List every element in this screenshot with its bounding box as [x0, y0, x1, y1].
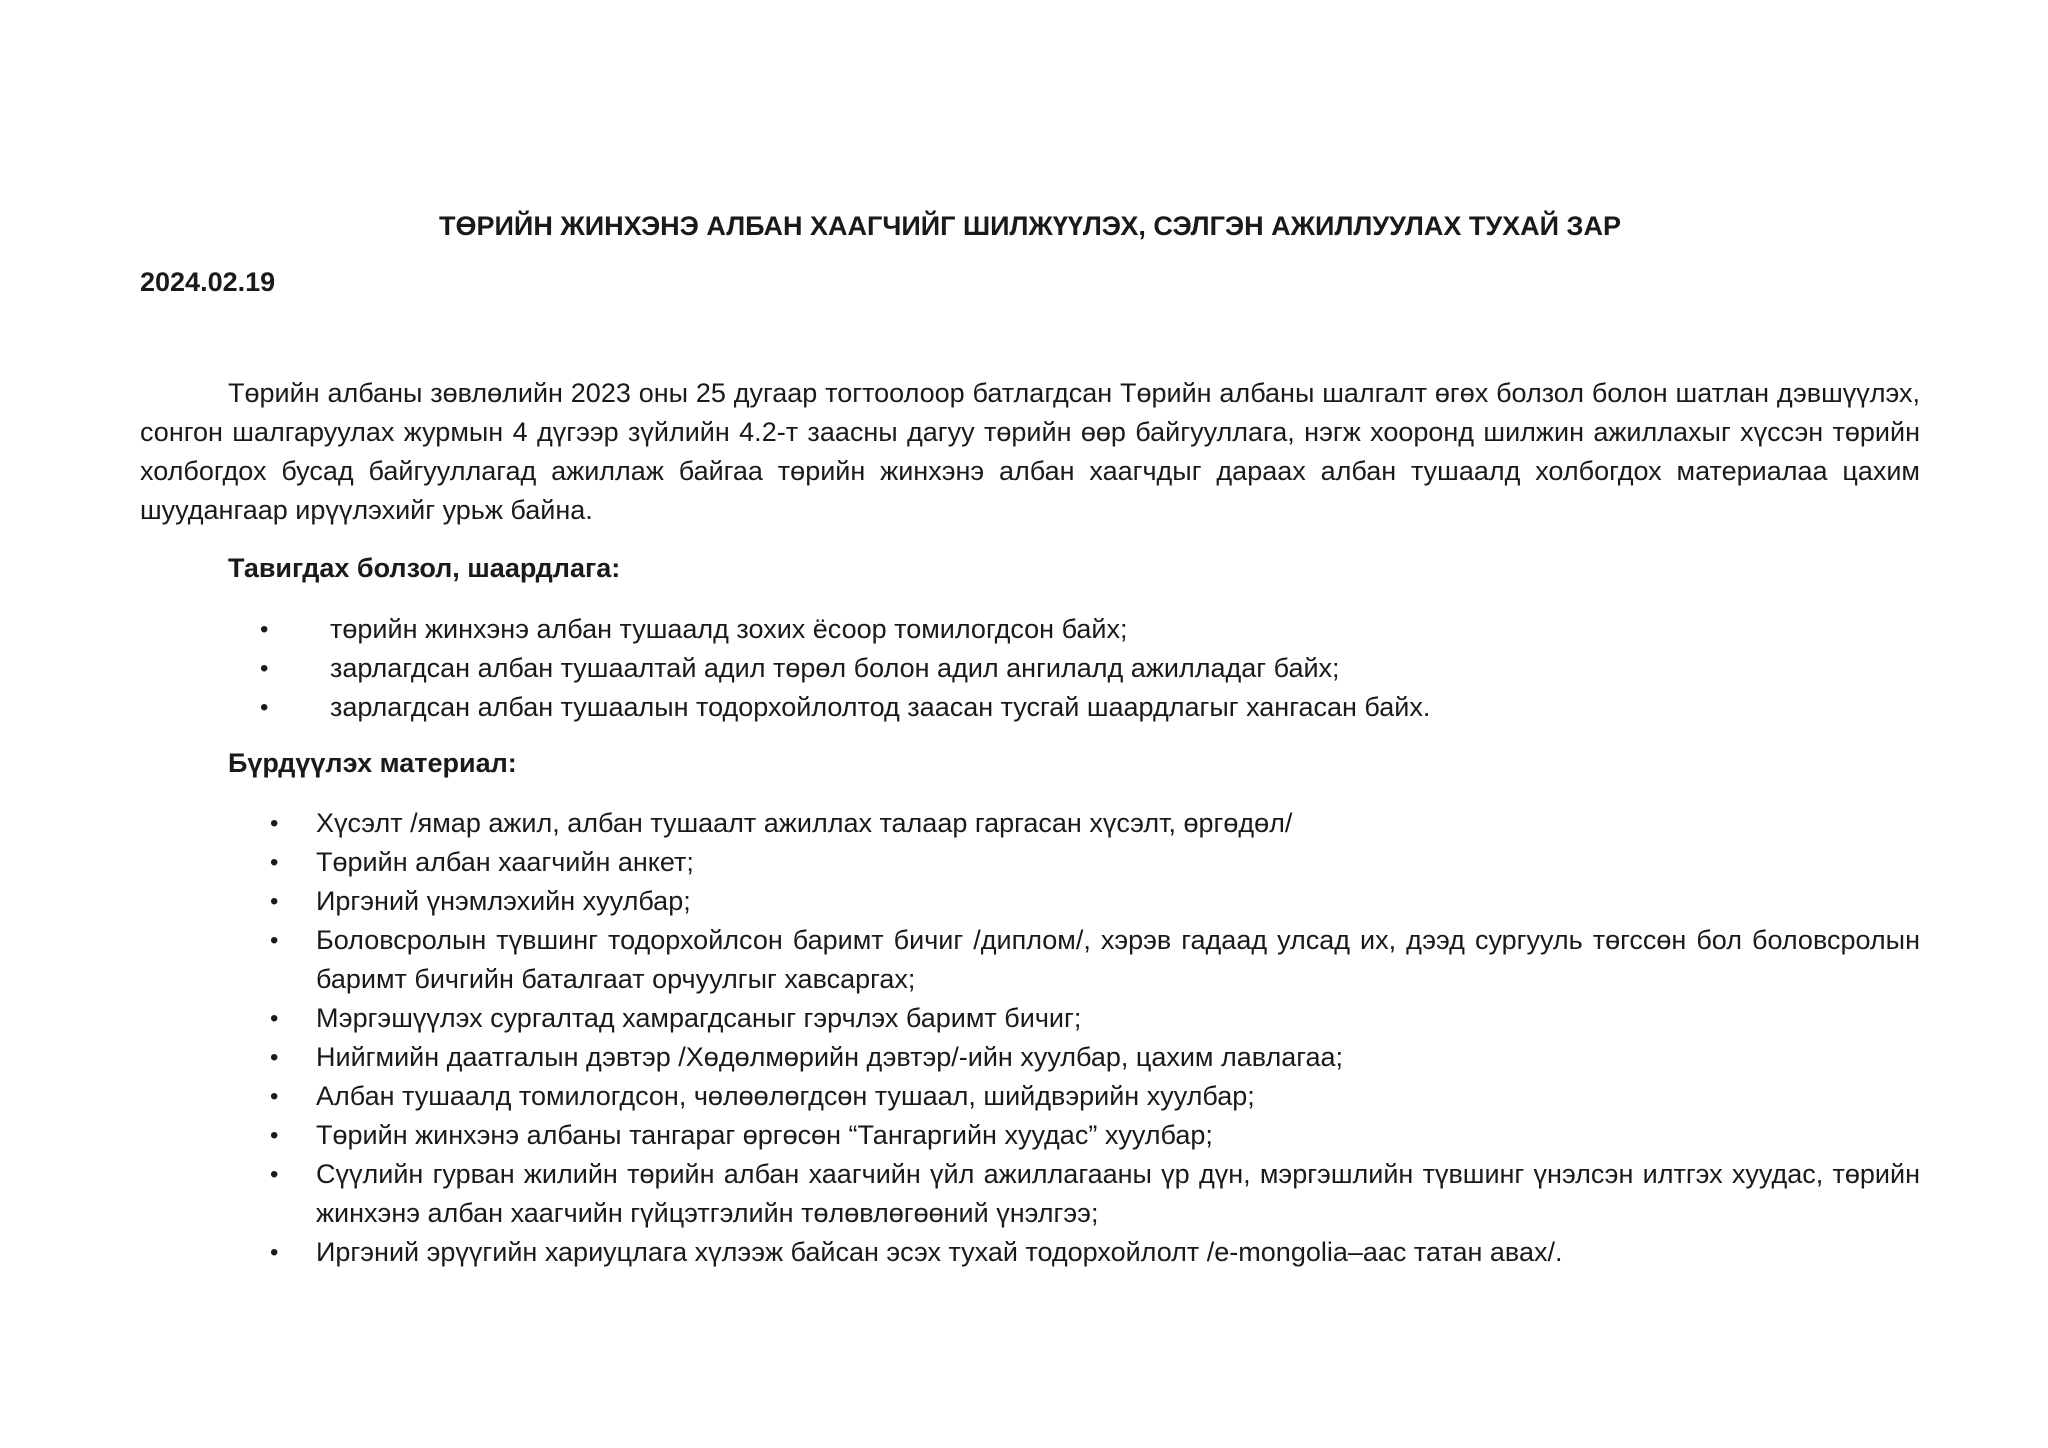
list-item-text: Боловсролын түвшинг тодорхойлсон баримт бичиг /диплом/, хэрэв гадаад улсад их, дээд сургууль төгссөн бол боловсролын баримт бичгийн баталгаат орчуулгыг хавсаргах;: [316, 925, 1920, 994]
list-item: [270, 1038, 1920, 1077]
list-item-text: төрийн жинхэнэ албан тушаалд зохих ёсоор томилогдсон байх;: [330, 614, 1128, 644]
intro-paragraph: Төрийн албаны зөвлөлийн 2023 оны 25 дугаар тогтоолоор батлагдсан Төрийн албаны шалгалт өгөх болзол болон шатлан дэвшүүлэх, сонгон шалгаруулах журмын 4 дүгээр зүйлийн 4.2-т заасны дагуу төрийн өөр байгууллага, нэгж хооронд шилжин ажиллахыг хүссэн төрийн холбогдох бусад байгууллагад ажиллаж байгаа төрийн жинхэнэ албан хаагчдыг дараах албан тушаалд холбогдох материалаа цахим шуудангаар ирүүлэхийг урьж байна.: [140, 378, 1920, 525]
list-item: [270, 804, 1920, 843]
list-item: [260, 688, 1920, 727]
bullet-icon: •: [260, 616, 269, 643]
list-item-text: Иргэний эрүүгийн хариуцлага хүлээж байсан эсэх тухай тодорхойлолт /e-mongolia–аас татан авах/.: [316, 1237, 1563, 1267]
document-date: 2024.02.19: [140, 267, 276, 297]
list-item: [270, 1155, 1920, 1233]
list-item: [270, 843, 1920, 882]
bullet-icon: •: [270, 1044, 279, 1071]
bullet-icon: •: [260, 694, 269, 721]
list-item: [270, 1077, 1920, 1116]
list-item: [270, 1233, 1920, 1272]
list-item-text: Албан тушаалд томилогдсон, чөлөөлөгдсөн тушаал, шийдвэрийн хуулбар;: [316, 1081, 1255, 1111]
list-item: [270, 1116, 1920, 1155]
list-item: [270, 882, 1920, 921]
list-item: [260, 649, 1920, 688]
list-item: [270, 921, 1920, 999]
list-item-text: Нийгмийн даатгалын дэвтэр /Хөдөлмөрийн дэвтэр/-ийн хуулбар, цахим лавлагаа;: [316, 1042, 1344, 1072]
bullet-icon: •: [270, 1239, 279, 1266]
materials-heading: Бүрдүүлэх материал:: [228, 748, 517, 778]
bullet-icon: •: [270, 1161, 279, 1188]
bullet-icon: •: [270, 1005, 279, 1032]
list-item-text: Хүсэлт /ямар ажил, албан тушаалт ажиллах талаар гаргасан хүсэлт, өргөдөл/: [316, 808, 1293, 838]
list-item: [260, 610, 1920, 649]
requirements-heading: Тавигдах болзол, шаардлага:: [228, 553, 621, 583]
list-item-text: зарлагдсан албан тушаалын тодорхойлолтод заасан тусгай шаардлагыг хангасан байх.: [330, 692, 1431, 722]
list-item-text: Мэргэшүүлэх сургалтад хамрагдсаныг гэрчлэх баримт бичиг;: [316, 1003, 1082, 1033]
list-item-text: Иргэний үнэмлэхийн хуулбар;: [316, 886, 691, 916]
list-item-text: Төрийн жинхэнэ албаны тангараг өргөсөн “Тангаргийн хуудас” хуулбар;: [316, 1120, 1213, 1150]
bullet-icon: •: [270, 1122, 279, 1149]
bullet-icon: •: [270, 927, 279, 954]
bullet-icon: •: [260, 655, 269, 682]
list-item-text: Сүүлийн гурван жилийн төрийн албан хаагчийн үйл ажиллагааны үр дүн, мэргэшлийн түвшинг үнэлсэн илтгэх хуудас, төрийн жинхэнэ албан хаагчийн гүйцэтгэлийн төлөвлөгөөний үнэлгээ;: [316, 1159, 1920, 1228]
bullet-icon: •: [270, 810, 279, 837]
list-item-text: Төрийн албан хаагчийн анкет;: [316, 847, 694, 877]
requirements-list: [260, 610, 1920, 727]
materials-list: [270, 804, 1920, 1272]
bullet-icon: •: [270, 849, 279, 876]
bullet-icon: •: [270, 1083, 279, 1110]
document-title: ТӨРИЙН ЖИНХЭНЭ АЛБАН ХААГЧИЙГ ШИЛЖҮҮЛЭХ, СЭЛГЭН АЖИЛЛУУЛАХ ТУХАЙ ЗАР: [439, 211, 1621, 241]
list-item-text: зарлагдсан албан тушаалтай адил төрөл болон адил ангилалд ажилладаг байх;: [330, 653, 1340, 683]
bullet-icon: •: [270, 888, 279, 915]
list-item: [270, 999, 1920, 1038]
